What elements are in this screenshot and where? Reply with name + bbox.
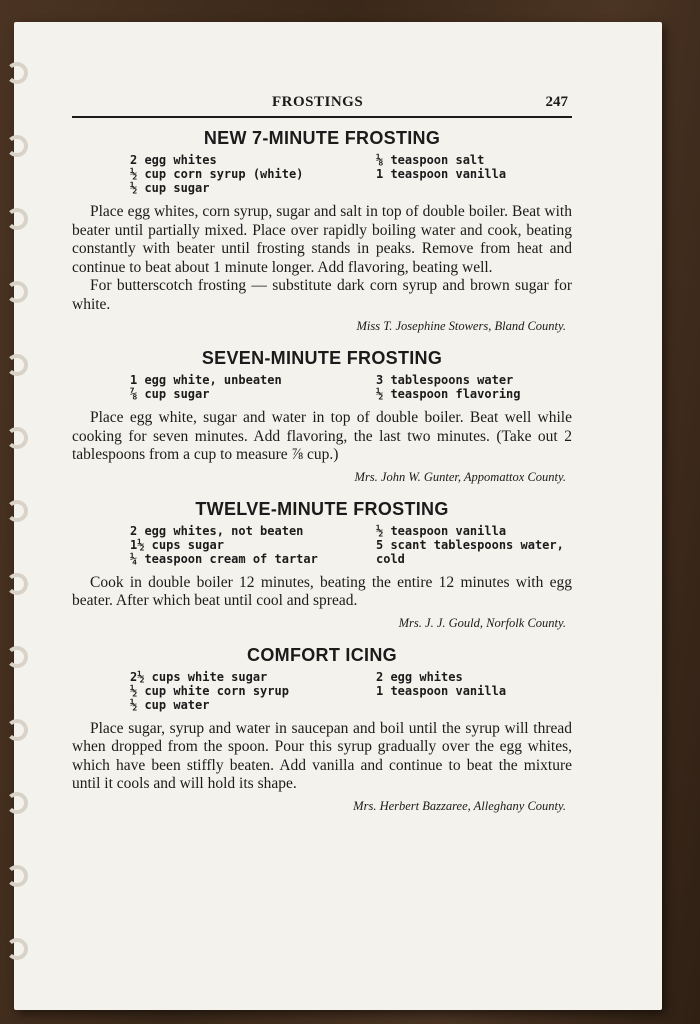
ingredient: ½ teaspoon vanilla	[376, 523, 507, 538]
spiral-coil	[6, 354, 28, 376]
ingredient-column	[72, 373, 322, 401]
recipe	[72, 128, 572, 334]
recipe-credit: Mrs. John W. Gunter, Appomattox County.	[354, 469, 566, 484]
ingredient: ½ cup water	[130, 697, 210, 712]
recipe-title: SEVEN-MINUTE FROSTING	[201, 348, 443, 368]
recipe-credit: Mrs. Herbert Bazzaree, Alleghany County.	[353, 798, 566, 813]
ingredient-list	[72, 670, 572, 712]
ingredient: 1 teaspoon vanilla	[376, 167, 507, 181]
instructions-paragraph: For butterscotch frosting — substitute dark corn syrup and brown sugar for white.	[72, 277, 572, 313]
spiral-coil	[6, 208, 28, 230]
spiral-coil	[6, 646, 28, 668]
ingredient: 2 egg whites, not beaten	[130, 523, 304, 538]
ingredient-column	[322, 153, 572, 195]
ingredient: ⅞ cup sugar	[130, 387, 210, 401]
ingredient: 1 egg white, unbeaten	[130, 373, 282, 387]
instructions-paragraph: Place sugar, syrup and water in saucepan and boil until the syrup will thread when dropped from the spoon. Pour this syrup gradually over the egg whites, which have been stiffly beaten. Add vanilla and continue to beat the mixture until it cools and will hold its shape.	[72, 719, 572, 792]
ingredient: ⅛ teaspoon salt	[376, 153, 485, 167]
ingredient-column	[72, 524, 322, 566]
page-header	[72, 94, 572, 118]
recipe-credit: Mrs. J. J. Gould, Norfolk County.	[398, 615, 566, 630]
spiral-coil	[6, 792, 28, 814]
instructions-paragraph: Place egg whites, corn syrup, sugar and salt in top of double boiler. Beat with beater until partially mixed. Place over rapidly boiling water and cook, beating constantly with beater until frosting stands in peaks. Remove from heat and continue to beat about 1 minute longer. Add flavoring, beating well.	[72, 203, 572, 276]
instructions-paragraph: Place egg white, sugar and water in top of double boiler. Beat well while cooking for seven minutes. Add flavoring, the last two minutes. (Take out 2 tablespoons from a cup to measure ⅞ cup.)	[72, 409, 572, 463]
ingredient-column	[322, 524, 572, 566]
ingredient-list	[72, 153, 572, 195]
recipe-title: NEW 7-MINUTE FROSTING	[203, 128, 441, 148]
recipe	[72, 499, 572, 631]
page-content	[72, 94, 572, 814]
ingredient: 2½ cups white sugar	[130, 669, 268, 684]
ingredient: ½ teaspoon flavoring	[376, 387, 521, 401]
ingredient: ½ cup corn syrup (white)	[130, 167, 304, 181]
recipe-credit: Miss T. Josephine Stowers, Bland County.	[356, 319, 566, 333]
spiral-coil	[6, 865, 28, 887]
spiral-coil	[6, 281, 28, 303]
book-page	[14, 22, 662, 1010]
spiral-coil	[6, 500, 28, 522]
ingredient-column	[322, 670, 572, 712]
spiral-coil	[6, 62, 28, 84]
ingredient: ¼ teaspoon cream of tartar	[130, 551, 318, 566]
ingredient-list	[72, 524, 572, 566]
spiral-coil	[6, 719, 28, 741]
page-number: 247	[545, 94, 568, 110]
section-title: FROSTINGS	[272, 94, 364, 110]
ingredient-list	[72, 373, 572, 401]
spiral-coil	[6, 135, 28, 157]
ingredient-column	[322, 373, 572, 401]
ingredient: 2 egg whites	[130, 153, 217, 167]
ingredient-column	[72, 153, 322, 195]
spiral-coil	[6, 938, 28, 960]
spiral-coil	[6, 573, 28, 595]
ingredient-column	[72, 670, 322, 712]
recipe-title: COMFORT ICING	[247, 644, 397, 665]
ingredient: ½ cup white corn syrup	[130, 683, 289, 698]
ingredient: ½ cup sugar	[130, 181, 210, 195]
recipe	[72, 645, 572, 814]
instructions-paragraph: Cook in double boiler 12 minutes, beating the entire 12 minutes with egg beater. After which beat until cool and spread.	[72, 573, 572, 609]
ingredient: 1½ cups sugar	[130, 537, 224, 552]
ingredient: 1 teaspoon vanilla	[376, 683, 507, 698]
recipe-list	[72, 128, 572, 814]
spiral-coil	[6, 427, 28, 449]
ingredient: 3 tablespoons water	[376, 373, 514, 387]
recipe	[72, 348, 572, 485]
recipe-title: TWELVE-MINUTE FROSTING	[195, 498, 449, 519]
ingredient: 5 scant tablespoons water, cold	[376, 537, 564, 566]
ingredient: 2 egg whites	[376, 669, 463, 684]
